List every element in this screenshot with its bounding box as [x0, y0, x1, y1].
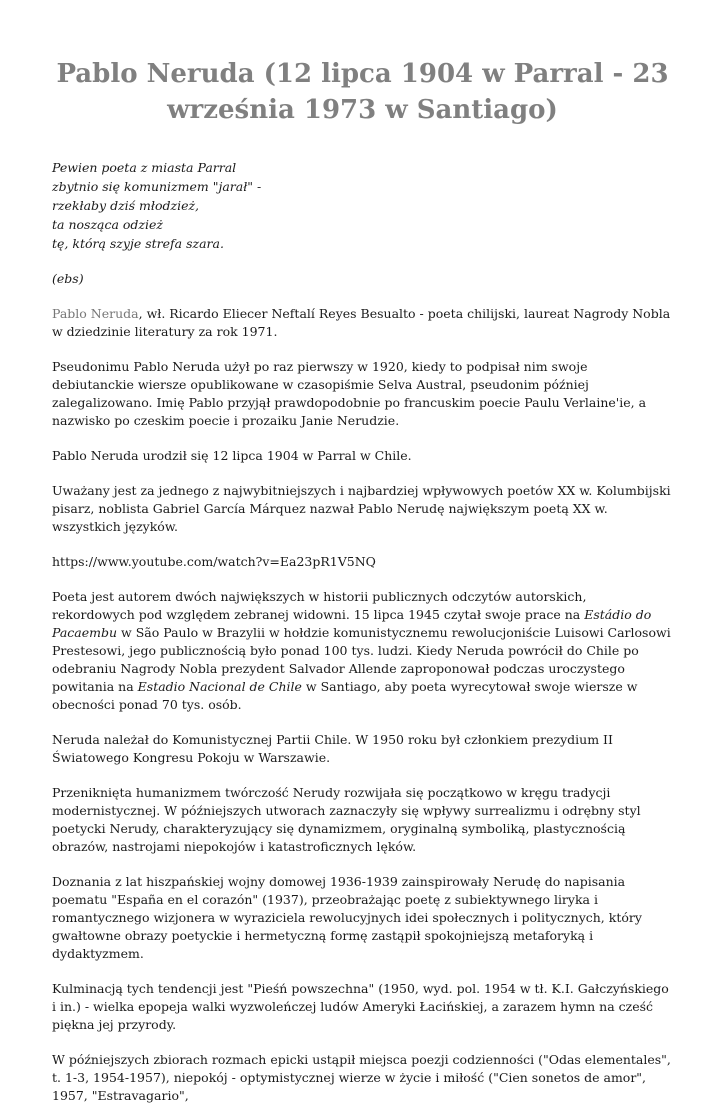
paragraph-civil-war: Doznania z lat hiszpańskiej wojny domowej 1936-1939 zainspirowały Nerudę do napisania poematu "España en el corazón" (1937), przeobrażając poetę z subiektywnego liryka i romantycznego wizjonera w wyraziciela rewolucyjnych idei społecznych i politycznych, który gwałtowne obrazy poetyckie i hermetyczną formę zastąpił spokojniejszą metaforyką i dydaktyzmem.: [52, 874, 642, 961]
poem-signature: (ebs): [52, 271, 84, 286]
poem: [52, 158, 673, 253]
paragraph-canto-general: Kulminacją tych tendencji jest "Pieśń powszechna" (1950, wyd. pol. 1954 w tł. K.I. Gałczyńskiego i in.) - wielka epopeja walki wyzwoleńczej ludów Ameryki Łacińskiej, a zarazem hymn na cześć piękna jej przyrody.: [52, 981, 669, 1032]
paragraph-text: Poeta jest autorem dwóch największych w historii publicznych odczytów autorskich, rekordowych pod względem zebranej widowni. 15 lipca 1945 czytał swoje prace na: [52, 589, 587, 622]
paragraph-readings: [52, 588, 673, 714]
stadium-name-pacaembu: Estádio do Pacaembu: [52, 607, 652, 640]
paragraph-influence: Uważany jest za jednego z najwybitniejszych i najbardziej wpływowych poetów XX w. Kolumbijski pisarz, noblista Gabriel García Márquez nazwał Pablo Nerudę największym poetą XX w. wszystkich języków.: [52, 483, 671, 534]
paragraph-text: w Santiago, aby poeta wyrecytował swoje wiersze w obecności ponad 70 tys. osób.: [52, 679, 638, 712]
paragraph-text: w São Paulo w Brazylii w hołdzie komunistycznemu rewolucjoniście Luisowi Carlosowi Prestesowi, jego publicznością było ponad 100 tys. ludzi. Kiedy Neruda powrócił do Chile po odebraniu Nagrody Nobla prezydent Salvador Allende zaproponował podczas uroczystego powitania na: [52, 625, 671, 694]
paragraph-intro: [52, 305, 673, 341]
poem-line: ta nosząca odzież: [52, 217, 163, 232]
paragraph-later-works: W późniejszych zbiorach rozmach epicki ustąpił miejsca poezji codzienności ("Odas elementales", t. 1-3, 1954-1957), niepokój - optymistycznej wierze w życie i miłość ("Cien sonetos de amor", 1957, "Estravagario",: [52, 1052, 671, 1103]
page-title: Pablo Neruda (12 lipca 1904 w Parral - 23 września 1973 w Santiago): [56, 59, 669, 125]
paragraph-humanism: Przeniknięta humanizmem twórczość Nerudy rozwijała się początkowo w kręgu tradycji modernistycznej. W późniejszych utworach zaznaczyły się wpływy surrealizmu i odrębny styl poetycki Nerudy, charakteryzujący się dynamizmem, oryginalną symboliką, plastycznością obrazów, nastrojami niepokojów i katastroficznych lęków.: [52, 785, 641, 854]
stadium-name-nacional: Estadio Nacional de Chile: [137, 679, 302, 694]
paragraph-pseudonym: Pseudonimu Pablo Neruda użył po raz pierwszy w 1920, kiedy to podpisał nim swoje debiutanckie wiersze opublikowane w czasopiśmie Selva Austral, pseudonim później zalegalizowano. Imię Pablo przyjął prawdopodobnie po francuskim poecie Paulu Verlaine'ie, a nazwisko po czeskim poecie i prozaiku Janie Nerudzie.: [52, 359, 647, 428]
poem-line: zbytnio się komunizmem "jarał" -: [52, 179, 262, 194]
paragraph-party: Neruda należał do Komunistycznej Partii Chile. W 1950 roku był członkiem prezydium II Światowego Kongresu Pokoju w Warszawie.: [52, 732, 613, 765]
pablo-neruda-link[interactable]: Pablo Neruda: [52, 306, 139, 321]
poem-line: Pewien poeta z miasta Parral: [52, 160, 237, 175]
paragraph-text: , wł. Ricardo Eliecer Neftalí Reyes Besualto - poeta chilijski, laureat Nagrody Nobla w dziedzinie literatury za rok 1971.: [52, 306, 671, 339]
poem-line: rzekłaby dziś młodzież,: [52, 198, 200, 213]
youtube-url: https://www.youtube.com/watch?v=Ea23pR1V5NQ: [52, 554, 376, 569]
poem-line: tę, którą szyje strefa szara.: [52, 236, 224, 251]
paragraph-birth: Pablo Neruda urodził się 12 lipca 1904 w Parral w Chile.: [52, 448, 412, 463]
